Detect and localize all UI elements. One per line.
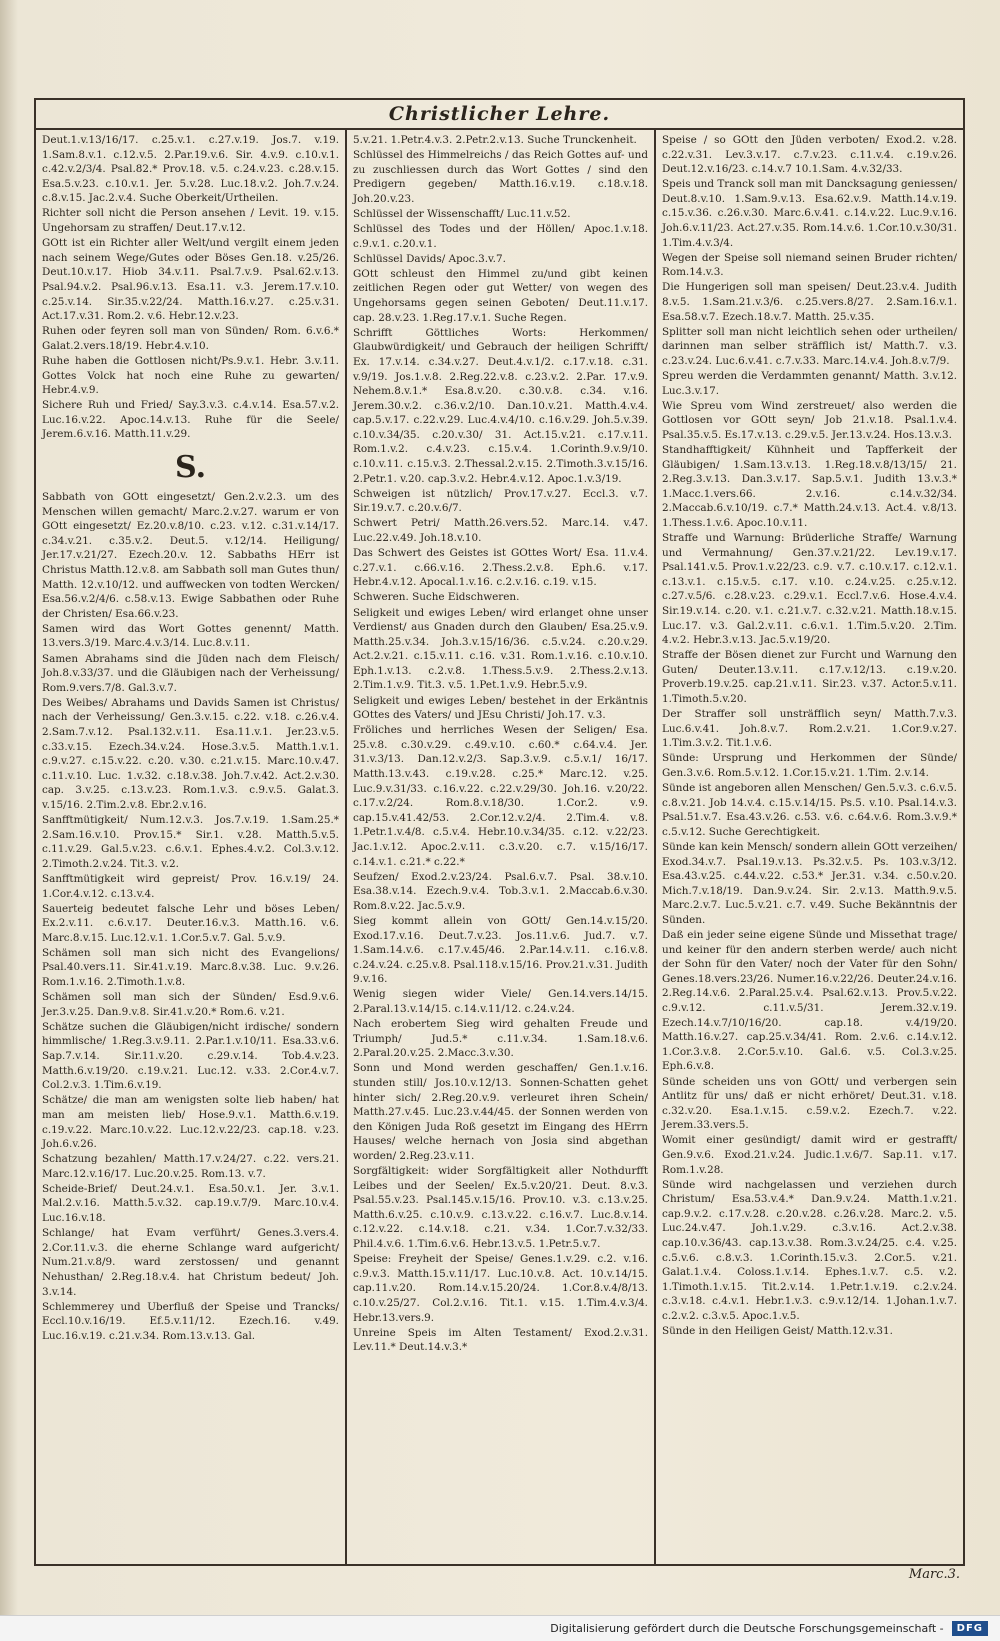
- index-entry: Sieg kommt allein von GOtt/ Gen.14.v.15/20. Exod.17.v.16. Deut.7.v.23. Jos.11.v.6. Jud.7. v.7. 1.Sam.14.v.6. c.17.v.45/46. 2.Par.14.v.11. c.16.v.8. c.24.v.24. c.25.v.8. Psal.118.v.15/16. Prov.21.v.31. Judith 9.v.16.: [353, 914, 648, 986]
- index-entry: Womit einer gesündigt/ damit wird er gestrafft/ Gen.9.v.6. Exod.21.v.24. Judic.1.v.6/7. Sap.11. v.17. Rom.1.v.28.: [662, 1134, 957, 1176]
- index-entry: GOtt schleust den Himmel zu/und gibt keinen zeitlichen Regen oder gut Wetter/ von wegen des Ungehorsams gegen seinen Geboten/ Deut.11.v.17. cap. 28.v.23. 1.Reg.17.v.1. Suche Regen.: [353, 267, 648, 324]
- index-entry: GOtt ist ein Richter aller Welt/und vergilt einem jeden nach seinem Wege/Gutes oder Böses Gen.18. v.25/26. Deut.10.v.17. Hiob 34.v.11. Psal.7.v.9. Psal.62.v.13. Psal.94.v.2. Psal.96.v.13. Esa.11. v.3. Jerem.17.v.10. c.25.v.14. Sir.35.v.22/24. Matth.16.v.27. c.25.v.31. Act.17.v.31. Rom.2. v.6. Hebr.12.v.23.: [42, 237, 339, 323]
- index-entry: Schlemmerey und Uberfluß der Speise und Trancks/ Eccl.10.v.16/19. Ef.5.v.11/12. Ezech.16. v.49. Luc.16.v.19. c.21.v.34. Rom.13.v.13. Gal.: [42, 1300, 339, 1342]
- index-entry: Splitter soll man nicht leichtlich sehen oder urtheilen/ darinnen man selber sträfflich ist/ Matth.7. v.3. c.23.v.24. Luc.6.v.41. c.7.v.33. Marc.14.v.4. Joh.8.v.7/9.: [662, 325, 957, 367]
- index-entry: Sanfftmütigkeit/ Num.12.v.3. Jos.7.v.19. 1.Sam.25.* 2.Sam.16.v.10. Prov.15.* Sir.1. v.28. Matth.5.v.5. c.11.v.29. Gal.5.v.23. c.6.v.1. Ephes.4.v.2. Col.3.v.12. 2.Timoth.2.v.24. Tit.3. v.2.: [42, 814, 339, 870]
- index-entry: Sünde scheiden uns von GOtt/ und verbergen sein Antlitz für uns/ daß er nicht erhöret/ Deut.31. v.18. c.32.v.20. Esa.1.v.15. c.59.v.2. Ezech.7. v.22. Jerem.33.vers.5.: [662, 1075, 957, 1132]
- index-entry: Schämen soll man sich der Sünden/ Esd.9.v.6. Jer.3.v.25. Dan.9.v.8. Sir.41.v.20.* Rom.6. v.21.: [42, 991, 339, 1018]
- index-entry: Seligkeit und ewiges Leben/ bestehet in der Erkäntnis GOttes des Vaters/ und JEsu Christi/ Joh.17. v.3.: [353, 694, 648, 722]
- column-right: [654, 130, 963, 1564]
- index-entry: Sünde wird nachgelassen und verziehen durch Christum/ Esa.53.v.4.* Dan.9.v.24. Matth.1.v.21. cap.9.v.2. c.17.v.28. c.20.v.28. c.26.v.28. Marc.2. v.5. Luc.24.v.47. Joh.1.v.29. c.3.v.16. Act.2.v.38. cap.10.v.36/43. cap.13.v.38. Rom.3.v.24/25. c.4. v.25. c.5.v.6. c.8.v.3. 1.Corinth.15.v.3. 2.Cor.5. v.21. Galat.1.v.4. Coloss.1.v.14. Ephes.1.v.7. c.5. v.2. 1.Timoth.1.v.15. Tit.2.v.14. 1.Petr.1.v.19. c.2.v.24. c.3.v.18. c.4.v.1. Hebr.1.v.3. c.9.v.12/14. 1.Johan.1.v.7. c.2.v.2. c.3.v.5. Apoc.1.v.5.: [662, 1178, 957, 1322]
- index-entry: Sichere Ruh und Fried/ Say.3.v.3. c.4.v.14. Esa.57.v.2. Luc.16.v.22. Apoc.14.v.13. Ruhe für die Seele/ Jerem.6.v.16. Matth.11.v.29.: [42, 399, 339, 441]
- index-entry: Schrifft Göttliches Worts: Herkommen/ Glaubwürdigkeit/ und Gebrauch der heiligen Schrifft/ Ex. 17.v.14. c.34.v.27. Deut.4.v.1/2. c.17.v.18. c.31. v.9/19. Jos.1.v.8. 2.Reg.22.v.8. c.23.v.2. 2.Par. 17.v.9. Nehem.8.v.1.* Esa.8.v.20. c.30.v.8. c.34. v.16. Jerem.30.v.2. c.36.v.2/10. Dan.10.v.21. Matth.4.v.4. cap.5.v.17. c.22.v.29. Luc.4.v.4/10. c.16.v.29. Joh.5.v.39. c.10.v.34/35. c.20.v.30/ 31. Act.15.v.21. c.17.v.11. Rom.1.v.2. c.4.v.23. c.15.v.4. 1.Corinth.9.v.9/10. c.10.v.11. c.15.v.3. 2.Thessal.2.v.15. 2.Timoth.3.v.15/16. 2.Petr.1. v.20. cap.3.v.2. Hebr.4.v.12. Apoc.1.v.3/19.: [353, 326, 648, 485]
- index-entry: Deut.1.v.13/16/17. c.25.v.1. c.27.v.19. Jos.7. v.19. 1.Sam.8.v.1. c.12.v.5. 2.Par.19.v.6. Sir. 4.v.9. c.10.v.1. c.42.v.2/3/4. Psal.82.* Prov.18. v.5. c.24.v.23. c.28.v.15. Esa.5.v.23. c.10.v.1. Jer. 5.v.28. Luc.18.v.2. Joh.7.v.24. c.8.v.15. Jac.2.v.4. Suche Oberkeit/Urtheilen.: [42, 134, 339, 205]
- index-entry: Wie Spreu vom Wind zerstreuet/ also werden die Gottlosen vor GOtt seyn/ Job 21.v.18. Psal.1.v.4. Psal.35.v.5. Es.17.v.13. c.29.v.5. Jer.13.v.24. Hos.13.v.3.: [662, 399, 957, 441]
- index-entry: Das Schwert des Geistes ist GOttes Wort/ Esa. 11.v.4. c.27.v.1. c.66.v.16. 2.Thess.2.v.8. Eph.6. v.17. Hebr.4.v.12. Apocal.1.v.16. c.2.v.16. c.19. v.15.: [353, 547, 648, 589]
- running-title: Christlicher Lehre.: [34, 98, 965, 130]
- index-entry: Des Weibes/ Abrahams und Davids Samen ist Christus/ nach der Verheissung/ Gen.3.v.15. c.22. v.18. c.26.v.4. 2.Sam.7.v.12. Psal.132.v.11. Esa.11.v.1. Jer.23.v.5. c.33.v.15. Ezech.34.v.24. Hose.3.v.5. Matth.1.v.1. c.9.v.27. c.15.v.22. c.20. v.30. c.21.v.15. Marc.10.v.47. c.11.v.10. Luc. 1.v.32. c.18.v.38. Joh.7.v.42. Act.2.v.30. cap. 3.v.25. c.13.v.23. Rom.1.v.3. c.9.v.5. Galat.3. v.15/16. 2.Tim.2.v.8. Ebr.2.v.16.: [42, 696, 339, 811]
- index-entry: Schätze suchen die Gläubigen/nicht irdische/ sondern himmlische/ 1.Reg.3.v.9.11. 2.Par.1.v.10/11. Esa.33.v.6. Sap.7.v.14. Sir.11.v.20. c.29.v.14. Tob.4.v.23. Matth.6.v.19/20. c.19.v.21. Luc.12. v.33. 2.Cor.4.v.7. Col.2.v.3. 1.Tim.6.v.19.: [42, 1020, 339, 1092]
- index-entry: Seligkeit und ewiges Leben/ wird erlanget ohne unser Verdienst/ aus Gnaden durch den Glauben/ Esa.25.v.9. Matth.25.v.34. Joh.3.v.15/16/36. c.5.v.24. c.20.v.29. Act.2.v.21. c.15.v.11. c.16. v.31. Rom.1.v.16. c.10.v.10. Eph.1.v.13. c.2.v.8. 1.Thess.5.v.9. 2.Thess.2.v.13. 2.Tim.1.v.9. Tit.3. v.5. 1.Pet.1.v.9. Hebr.5.v.9.: [353, 606, 648, 692]
- section-letter: S.: [174, 449, 207, 485]
- index-entry: Sünde ist angeboren allen Menschen/ Gen.5.v.3. c.6.v.5. c.8.v.21. Job 14.v.4. c.15.v.14/15. Ps.5. v.10. Psal.14.v.3. Psal.51.v.7. Esa.43.v.26. c.53. v.6. c.64.v.6. Rom.3.v.9.* c.5.v.12. Suche Gerechtigkeit.: [662, 782, 957, 838]
- index-entry: Standhafftigkeit/ Kühnheit und Tapfferkeit der Gläubigen/ 1.Sam.13.v.13. 1.Reg.18.v.8/13/15/ 21. 2.Reg.3.v.13. Dan.3.v.17. Sap.5.v.1. Judith 13.v.3.* 1.Macc.1.vers.66. 2.v.16. c.14.v.32/34. 2.Maccab.6.v.10/19. c.7.* Matth.24.v.13. Act.4. v.8/13. 1.Thess.1.v.6. Apoc.10.v.11.: [662, 443, 957, 529]
- index-entry: Samen Abrahams sind die Jüden nach dem Fleisch/ Joh.8.v.33/37. und die Gläubigen nach der Verheissung/ Rom.9.vers.7/8. Gal.3.v.7.: [42, 652, 339, 694]
- index-entry: Spreu werden die Verdammten genannt/ Matth. 3.v.12. Luc.3.v.17.: [662, 370, 957, 397]
- index-entry: Daß ein jeder seine eigene Sünde und Missethat trage/ und keiner für den andern sterben werde/ auch nicht der Sohn für den Vater/ noch der Vater für den Sohn/ Genes.18.vers.23/26. Numer.16.v.22/26. Deuter.24.v.16. 2.Reg.14.v.6. 2.Paral.25.v.4. Psal.62.v.13. Prov.5.v.22. c.9.v.12. c.11.v.5/31. Jerem.32.v.19. Ezech.14.v.7/10/16/20. cap.18. v.4/19/20. Matth.16.v.27. cap.25.v.34/41. Rom. 2.v.6. c.14.v.12. 1.Cor.3.v.8. 2.Cor.5.v.10. Gal.6. v.5. Col.3.v.25. Eph.6.v.8.: [662, 929, 957, 1073]
- index-entry: Schlange/ hat Evam verführt/ Genes.3.vers.4. 2.Cor.11.v.3. die eherne Schlange ward aufgericht/ Num.21.v.8/9. ward zerstossen/ und genannt Nehusthan/ 2.Reg.18.v.4. hat Christum bedeut/ Joh. 3.v.14.: [42, 1227, 339, 1298]
- index-entry: Schämen soll man sich nicht des Evangelions/ Psal.40.vers.11. Sir.41.v.19. Marc.8.v.38. Luc. 9.v.26. Rom.1.v.16. 2.Timoth.1.v.8.: [42, 946, 339, 989]
- index-entry: Nach erobertem Sieg wird gehalten Freude und Triumph/ Jud.5.* c.11.v.34. 1.Sam.18.v.6. 2.Paral.20.v.25. 2.Macc.3.v.30.: [353, 1018, 648, 1060]
- index-entry: Straffe und Warnung: Brüderliche Straffe/ Warnung und Vermahnung/ Gen.37.v.21/22. Lev.19.v.17. Psal.141.v.5. Prov.1.v.22/23. c.9. v.7. c.10.v.17. c.12.v.1. c.13.v.1. c.15.v.5. c.17. v.10. c.24.v.25. c.25.v.12. c.27.v.5/6. c.28.v.23. c.29.v.1. Eccl.7.v.6. Hose.4.v.4. Sir.19.v.14. c.20. v.1. c.21.v.7. c.32.v.21. Matth.18.v.15. Luc.17. v.3. Gal.2.v.11. c.6.v.1. 1.Tim.5.v.20. 2.Tim. 4.v.2. Hebr.3.v.13. Jac.5.v.19/20.: [662, 532, 957, 647]
- index-entry: Schlüssel des Todes und der Höllen/ Apoc.1.v.18. c.9.v.1. c.20.v.1.: [353, 223, 648, 250]
- index-entry: Fröliches und herrliches Wesen der Seligen/ Esa. 25.v.8. c.30.v.29. c.49.v.10. c.60.* c.64.v.4. Jer. 31.v.3/13. Dan.12.v.2/3. Sap.3.v.9. c.5.v.1/ 16/17. Matth.13.v.43. c.19.v.28. c.25.* Marc.12. v.25. Luc.9.v.31/33. c.16.v.22. c.22.v.29/30. Joh.16. v.20/22. c.17.v.2/24. Rom.8.v.18/30. 1.Cor.2. v.9. cap.15.v.41.42/53. 2.Cor.12.v.2/4. 2.Tim.4. v.8. 1.Petr.1.v.4/8. c.5.v.4. Hebr.10.v.34/35. c.12. v.22/23. Jac.1.v.12. Apoc.2.v.11. c.3.v.20. c.7. v.15/16/17. c.14.v.1. c.21.* c.22.*: [353, 724, 648, 868]
- index-entry: Speis und Tranck soll man mit Dancksagung geniessen/ Deut.8.v.10. 1.Sam.9.v.13. Esa.62.v.9. Matth.14.v.19. c.15.v.36. c.26.v.30. Marc.6.v.41. c.14.v.22. Luc.9.v.16. Joh.6.v.11/23. Act.27.v.35. Rom.14.v.6. 1.Cor.10.v.30/31. 1.Tim.4.v.3/4.: [662, 178, 957, 249]
- index-entry: Samen wird das Wort Gottes genennt/ Matth. 13.vers.3/19. Marc.4.v.3/14. Luc.8.v.11.: [42, 622, 339, 650]
- index-entry: Sauerteig bedeutet falsche Lehr und böses Leben/ Ex.2.v.11. c.6.v.17. Deuter.16.v.3. Matth.16. v.6. Marc.8.v.15. Luc.12.v.1. 1.Cor.5.v.7. Gal. 5.v.9.: [42, 902, 339, 944]
- index-entry: Sabbath von GOtt eingesetzt/ Gen.2.v.2.3. um des Menschen willen gemacht/ Marc.2.v.27. warum er von GOtt eingesetzt/ Ez.20.v.8/10. c.23. v.12. c.31.v.14/17. c.34.v.21. c.35.v.2. Deut.5. v.12/14. Heiligung/ Jer.17.v.21/27. Ezech.20.v. 12. Sabbaths HErr ist Christus Matth.12.v.8. am Sabbath soll man Gutes thun/ Matth. 12.v.10/12. und auffwecken von todten Wercken/ Esa.56.v.2/4/6. c.58.v.13. Ewige Sabbathen oder Ruhe der Christen/ Esa.66.v.23.: [42, 490, 339, 620]
- index-entry: Die Hungerigen soll man speisen/ Deut.23.v.4. Judith 8.v.5. 1.Sam.21.v.3/6. c.25.vers.8/27. 2.Sam.16.v.1. Esa.58.v.7. Ezech.18.v.7. Matth. 25.v.35.: [662, 281, 957, 323]
- footer-text: Digitalisierung gefördert durch die Deutsche Forschungsgemeinschaft -: [550, 1622, 944, 1635]
- index-entry: Speise / so GOtt den Jüden verboten/ Exod.2. v.28. c.22.v.31. Lev.3.v.17. c.7.v.23. c.11.v.4. c.19.v.26. Deut.12.v.16/23. c.14.v.7 10.1.Sam. 4.v.32/33.: [662, 134, 957, 176]
- index-entry: Schlüssel Davids/ Apoc.3.v.7.: [353, 252, 506, 265]
- index-entry: Sonn und Mond werden geschaffen/ Gen.1.v.16. stunden still/ Jos.10.v.12/13. Sonnen-Schatten gehet hinter sich/ 2.Reg.20.v.9. verleuret ihren Schein/ Matth.27.v.45. Luc.23.v.44/45. der Sonnen werden von den Königen Juda Roß gesetzt im Eingang des HErrn Hauses/ welche hernach von Josia sind abgethan worden/ 2.Reg.23.v.11.: [353, 1062, 648, 1162]
- index-entry: Sorgfältigkeit: wider Sorgfältigkeit aller Nothdurfft Leibes und der Seelen/ Ex.5.v.20/21. Deut. 8.v.3. Psal.55.v.23. Psal.145.v.15/16. Prov.10. v.3. c.13.v.25. Matth.6.v.25. c.10.v.9. c.13.v.22. c.16.v.7. Luc.8.v.14. c.12.v.22. c.14.v.18. c.21. v.34. 1.Cor.7.v.32/33. Phil.4.v.6. 1.Tim.6.v.6. Hebr.13.v.5. 1.Petr.5.v.7.: [353, 1165, 648, 1251]
- index-entry: Schlüssel des Himmelreichs / das Reich Gottes auf- und zu zuschliessen durch das Wort Gottes / sind den Predigern gegeben/ Matth.16.v.19. c.18.v.18. Joh.20.v.23.: [353, 149, 648, 205]
- index-entry: Ruhen oder feyren soll man von Sünden/ Rom. 6.v.6.* Galat.2.vers.18/19. Hebr.4.v.10.: [42, 325, 339, 352]
- index-entry: Wegen der Speise soll niemand seinen Bruder richten/ Rom.14.v.3.: [662, 251, 957, 279]
- index-entry: Sanfftmütigkeit wird gepreist/ Prov. 16.v.19/ 24. 1.Cor.4.v.12. c.13.v.4.: [42, 872, 339, 900]
- column-left: [36, 130, 345, 1564]
- index-entry: Unreine Speis im Alten Testament/ Exod.2.v.31. Lev.11.* Deut.14.v.3.*: [353, 1326, 648, 1354]
- index-entry: Wenig siegen wider Viele/ Gen.14.vers.14/15. 2.Paral.13.v.14/15. c.14.v.11/12. c.24.v.24.: [353, 988, 648, 1016]
- index-entry: Sünde: Ursprung und Herkommen der Sünde/ Gen.3.v.6. Rom.5.v.12. 1.Cor.15.v.21. 1.Tim. 2.v.14.: [662, 752, 957, 780]
- index-entry: Schwert Petri/ Matth.26.vers.52. Marc.14. v.47. Luc.22.v.49. Joh.18.v.10.: [353, 517, 648, 545]
- index-entry: Schweigen ist nützlich/ Prov.17.v.27. Eccl.3. v.7. Sir.19.v.7. c.20.v.6/7.: [353, 487, 648, 515]
- column-middle: [345, 130, 654, 1564]
- index-entry: Sünde kan kein Mensch/ sondern allein GOtt verzeihen/ Exod.34.v.7. Psal.19.v.13. Ps.32.v.5. Ps. 103.v.3/12. Esa.43.v.25. c.44.v.22. c.53.* Jer.31. v.34. c.50.v.20. Mich.7.v.18/19. Dan.9.v.24. Sir. 2.v.13. Matth.9.v.5. Marc.2.v.7. Luc.5.v.21. c.7. v.49. Suche Bekänntnis der Sünden.: [662, 841, 957, 926]
- index-entry: Sünde in den Heiligen Geist/ Matth.12.v.31.: [662, 1325, 893, 1338]
- index-entry: Straffe der Bösen dienet zur Furcht und Warnung den Guten/ Deuter.13.v.11. c.17.v.12/13. c.19.v.20. Proverb.19.v.25. cap.21.v.11. Sir.23. v.37. Actor.5.v.11. 1.Timoth.5.v.20.: [662, 649, 957, 706]
- index-entry: Schatzung bezahlen/ Matth.17.v.24/27. c.22. vers.21. Marc.12.v.16/17. Luc.20.v.25. Rom.13. v.7.: [42, 1153, 339, 1180]
- index-entry: Richter soll nicht die Person ansehen / Levit. 19. v.15. Ungehorsam zu straffen/ Deut.17.v.12.: [42, 207, 339, 235]
- index-columns: [36, 130, 963, 1564]
- index-entry: Schweren. Suche Eidschweren.: [353, 591, 520, 604]
- dfg-logo: DFG: [952, 1621, 988, 1636]
- digitization-footer: [0, 1615, 1000, 1641]
- index-entry: Seufzen/ Exod.2.v.23/24. Psal.6.v.7. Psal. 38.v.10. Esa.38.v.14. Ezech.9.v.4. Tob.3.v.1. 2.Maccab.6.v.30. Rom.8.v.22. Jac.5.v.9.: [353, 870, 648, 912]
- index-entry: Der Straffer soll unsträfflich seyn/ Matth.7.v.3. Luc.6.v.41. Joh.8.v.7. Rom.2.v.21. 1.Cor.9.v.27. 1.Tim.3.v.2. Tit.1.v.6.: [662, 708, 957, 750]
- index-entry: Scheide-Brief/ Deut.24.v.1. Esa.50.v.1. Jer. 3.v.1. Mal.2.v.16. Matth.5.v.32. cap.19.v.7/9. Marc.10.v.4. Luc.16.v.18.: [42, 1182, 339, 1225]
- index-entry: 5.v.21. 1.Petr.4.v.3. 2.Petr.2.v.13. Suche Trunckenheit.: [353, 134, 637, 146]
- index-entry: Speise: Freyheit der Speise/ Genes.1.v.29. c.2. v.16. c.9.v.3. Matth.15.v.11/17. Luc.10.v.8. Act. 10.v.14/15. cap.11.v.20. Rom.14.v.15.20/24. 1.Cor.8.v.4/8/13. c.10.v.25/27. Col.2.v.16. Tit.1. v.15. 1.Tim.4.v.3/4. Hebr.13.vers.9.: [353, 1253, 648, 1324]
- index-entry: Ruhe haben die Gottlosen nicht/Ps.9.v.1. Hebr. 3.v.11. Gottes Volck hat noch eine Ruhe zu gewarten/ Hebr.4.v.9.: [42, 354, 339, 397]
- catchword: Marc.3.: [908, 1567, 960, 1582]
- index-entry: Schätze/ die man am wenigsten solte lieb haben/ hat man am meisten lieb/ Hose.9.v.1. Matth.6.v.19. c.19.v.22. Marc.10.v.22. Luc.12.v.22/23. cap.18. v.23. Joh.6.v.26.: [42, 1094, 339, 1151]
- index-entry: Schlüssel der Wissenschafft/ Luc.11.v.52.: [353, 207, 571, 220]
